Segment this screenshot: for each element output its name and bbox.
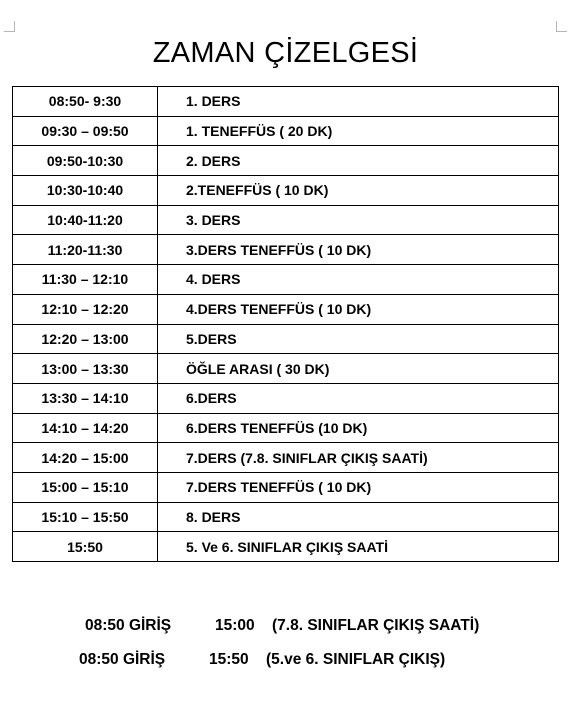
activity-cell: 4. DERS	[158, 265, 559, 295]
table-row	[13, 235, 559, 265]
time-cell: 09:50-10:30	[13, 146, 158, 176]
activity-cell: 5. Ve 6. SINIFLAR ÇIKIŞ SAATİ	[158, 532, 559, 562]
time-cell: 14:10 – 14:20	[13, 413, 158, 443]
time-cell: 15:50	[13, 532, 158, 562]
table-row	[13, 532, 559, 562]
time-cell: 12:20 – 13:00	[13, 324, 158, 354]
activity-cell: 2.TENEFFÜS ( 10 DK)	[158, 176, 559, 206]
summary-entry: 08:50 GİRİŞ	[79, 651, 166, 668]
activity-cell: 3.DERS TENEFFÜS ( 10 DK)	[158, 235, 559, 265]
schedule-table	[12, 86, 559, 562]
time-cell: 13:30 – 14:10	[13, 383, 158, 413]
table-row	[13, 443, 559, 473]
table-row	[13, 472, 559, 502]
table-row	[13, 116, 559, 146]
activity-cell: 5.DERS	[158, 324, 559, 354]
table-row	[13, 87, 559, 117]
table-row	[13, 176, 559, 206]
time-cell: 08:50- 9:30	[13, 87, 158, 117]
page-title: ZAMAN ÇİZELGESİ	[152, 37, 419, 69]
activity-cell: 6.DERS	[158, 383, 559, 413]
table-row	[13, 354, 559, 384]
time-cell: 14:20 – 15:00	[13, 443, 158, 473]
time-cell: 15:00 – 15:10	[13, 472, 158, 502]
activity-cell: 7.DERS TENEFFÜS ( 10 DK)	[158, 472, 559, 502]
summary-note: (5.ve 6. SINIFLAR ÇIKIŞ)	[266, 651, 446, 668]
summary-exit: 15:00	[215, 617, 255, 634]
time-cell: 12:10 – 12:20	[13, 294, 158, 324]
activity-cell: ÖĞLE ARASI ( 30 DK)	[158, 354, 559, 384]
activity-cell: 3. DERS	[158, 205, 559, 235]
summary-line-2	[0, 651, 571, 671]
summary-entry: 08:50 GİRİŞ	[85, 617, 172, 634]
table-row	[13, 205, 559, 235]
table-row	[13, 146, 559, 176]
summary-line-1	[0, 617, 571, 637]
activity-cell: 4.DERS TENEFFÜS ( 10 DK)	[158, 294, 559, 324]
activity-cell: 2. DERS	[158, 146, 559, 176]
time-cell: 15:10 – 15:50	[13, 502, 158, 532]
summary-exit: 15:50	[209, 651, 249, 668]
page-corner-mark	[4, 21, 15, 32]
time-cell: 10:30-10:40	[13, 176, 158, 206]
table-row	[13, 413, 559, 443]
time-cell: 13:00 – 13:30	[13, 354, 158, 384]
activity-cell: 1. DERS	[158, 87, 559, 117]
table-row	[13, 502, 559, 532]
activity-cell: 8. DERS	[158, 502, 559, 532]
time-cell: 10:40-11:20	[13, 205, 158, 235]
table-row	[13, 294, 559, 324]
table-row	[13, 265, 559, 295]
activity-cell: 6.DERS TENEFFÜS (10 DK)	[158, 413, 559, 443]
time-cell: 09:30 – 09:50	[13, 116, 158, 146]
page-corner-mark	[556, 21, 567, 32]
time-cell: 11:30 – 12:10	[13, 265, 158, 295]
activity-cell: 1. TENEFFÜS ( 20 DK)	[158, 116, 559, 146]
time-cell: 11:20-11:30	[13, 235, 158, 265]
summary-note: (7.8. SINIFLAR ÇIKIŞ SAATİ)	[272, 617, 480, 634]
table-row	[13, 324, 559, 354]
table-row	[13, 383, 559, 413]
activity-cell: 7.DERS (7.8. SINIFLAR ÇIKIŞ SAATİ)	[158, 443, 559, 473]
